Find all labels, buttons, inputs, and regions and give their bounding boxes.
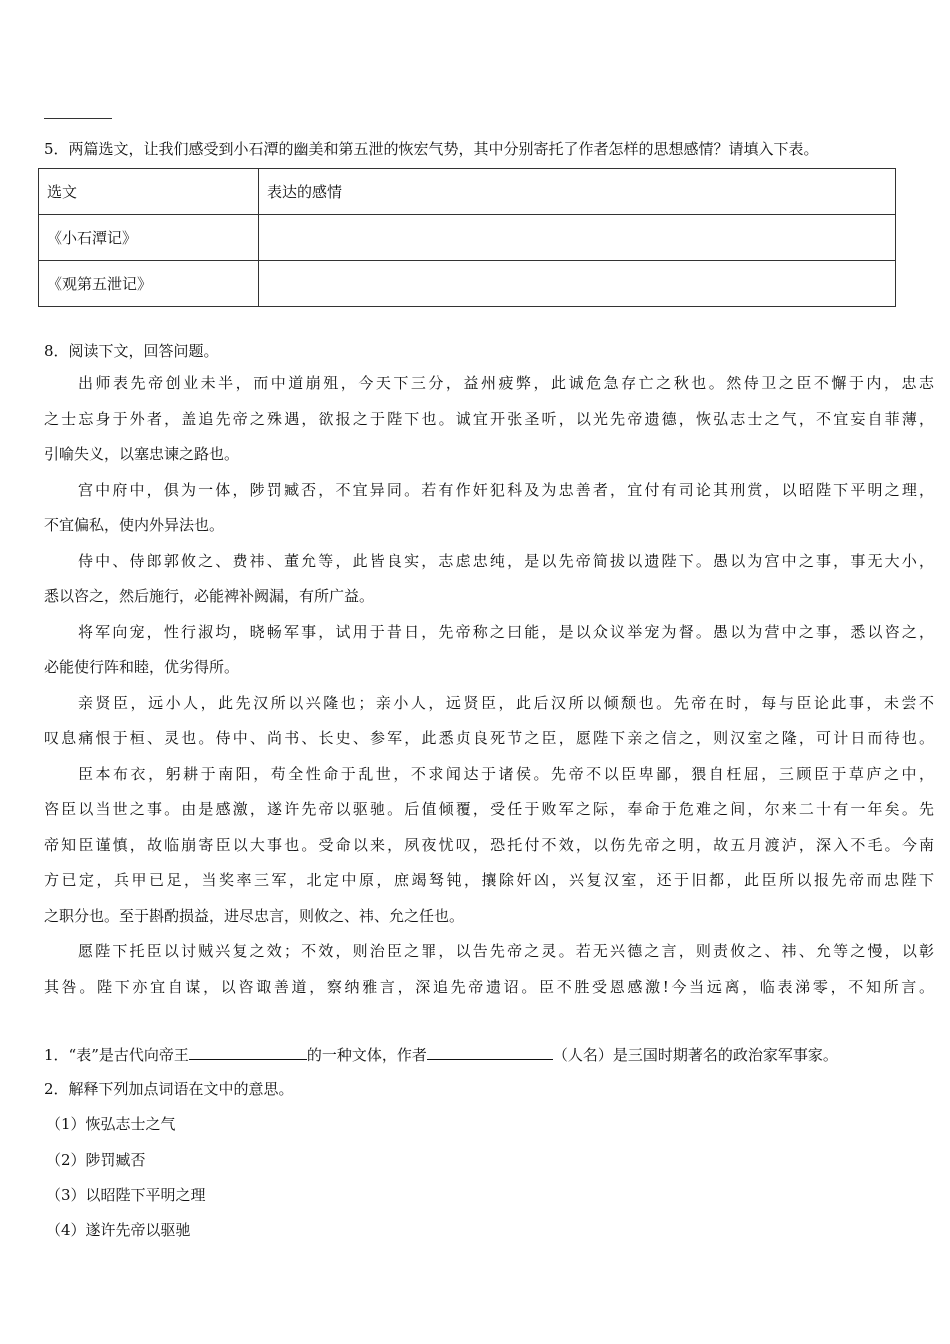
header-cell: 表达的感情 [259,169,896,215]
passage-line: 之职分也。至于斟酌损益，进尽忠言，则攸之、祎、允之任也。 [44,906,465,925]
vocab-item: （4）遂许先帝以驱驰 [46,1221,191,1239]
passage-line: 必能使行阵和睦，优劣得所。 [44,658,240,676]
passage-line: 方已定，兵甲已足，当奖率三军，北定中原，庶竭驽钝，攘除奸凶，兴复汉室，还于旧都，此臣所以报先帝而忠陛下 [44,871,934,889]
passage-line: 臣本布衣，躬耕于南阳，苟全性命于乱世，不求闻达于诸侯。先帝不以臣卑鄙，猥自枉屈，三顾臣于草庐之中， [78,764,934,783]
emotion-table [38,168,896,307]
passage-line: 宫中府中，俱为一体，陟罚臧否，不宜异同。若有作奸犯科及为忠善者，宜付有司论其刑赏，以昭陛下平明之理， [78,480,934,499]
passage-line: 悉以咨之，然后施行，必能裨补阙漏，有所广益。 [44,587,375,605]
passage-line: 叹息痛恨于桓、灵也。侍中、尚书、长史、参军，此悉贞良死节之臣，愿陛下亲之信之，则汉室之隆，可计日而待也。 [44,729,934,747]
question-8-title: 8．阅读下文，回答问题。 [44,342,219,360]
answer-cell[interactable] [259,261,896,307]
passage-line: 亲贤臣，远小人，此先汉所以兴隆也；亲小人，远贤臣，此后汉所以倾颓也。先帝在时，每与臣论此事，未尝不 [78,693,934,712]
passage-line: 帝知臣谨慎，故临崩寄臣以大事也。受命以来，夙夜忧叹，恐托付不效，以伤先帝之明，故五月渡泸，深入不毛。今南 [44,835,934,854]
passage-line: 将军向宠，性行淑均，晓畅军事，试用于昔日，先帝称之曰能，是以众议举宠为督。愚以为营中之事，悉以咨之， [78,622,934,641]
vocab-item: （3）以昭陛下平明之理 [46,1186,206,1204]
vocab-item: （1）恢弘志士之气 [46,1115,176,1133]
passage-line: 引喻失义，以塞忠谏之路也。 [44,445,240,463]
passage-line: 不宜偏私，使内外异法也。 [44,516,225,534]
table-cell: 《观第五泄记》 [39,261,259,307]
table-cell: 《小石潭记》 [39,215,259,261]
table-header-row [39,169,896,215]
answer-blank[interactable] [427,1045,553,1060]
passage-line: 侍中、侍郎郭攸之、费祎、董允等，此皆良实，志虑忠纯，是以先帝简拔以遗陛下。愚以为宫中之事，事无大小， [78,551,934,570]
sub-question-1-part: 1．“表”是古代向帝王 [44,1046,189,1064]
vocab-item: （2）陟罚臧否 [46,1151,146,1169]
table-row [39,261,896,307]
passage-line: 其咎。陛下亦宜自谋，以咨诹善道，察纳雅言，深追先帝遗诏。臣不胜受恩感激!今当远离，临表涕零，不知所言。 [44,977,934,996]
question-5: 5．两篇选文，让我们感受到小石潭的幽美和第五泄的恢宏气势，其中分别寄托了作者怎样的思想感情？请填入下表。 [44,140,819,158]
passage-line: 出师表先帝创业未半，而中道崩殂，今天下三分，益州疲弊，此诚危急存亡之秋也。然侍卫之臣不懈于内，忠志 [78,374,934,392]
table-row [39,215,896,261]
sub-question-1-part: （人名）是三国时期著名的政治家军事家。 [552,1046,838,1064]
passage-line: 之士忘身于外者，盖追先帝之殊遇，欲报之于陛下也。诚宜开张圣听，以光先帝遗德，恢弘志士之气，不宜妄自菲薄， [44,409,934,428]
answer-cell[interactable] [259,215,896,261]
sub-question-1-part: 的一种文体，作者 [306,1046,427,1064]
answer-blank[interactable] [189,1045,307,1060]
sub-question-2: 2．解释下列加点词语在文中的意思。 [44,1080,294,1098]
passage-line: 愿陛下托臣以讨贼兴复之效；不效，则治臣之罪，以告先帝之灵。若无兴德之言，则责攸之、祎、允等之慢，以彰 [78,942,934,960]
passage-line: 咨臣以当世之事。由是感激，遂许先帝以驱驰。后值倾覆，受任于败军之际，奉命于危难之间，尔来二十有一年矣。先 [44,800,934,818]
sub-question-1 [44,1044,838,1065]
header-cell: 选文 [39,169,259,215]
answer-blank-line [44,118,112,119]
